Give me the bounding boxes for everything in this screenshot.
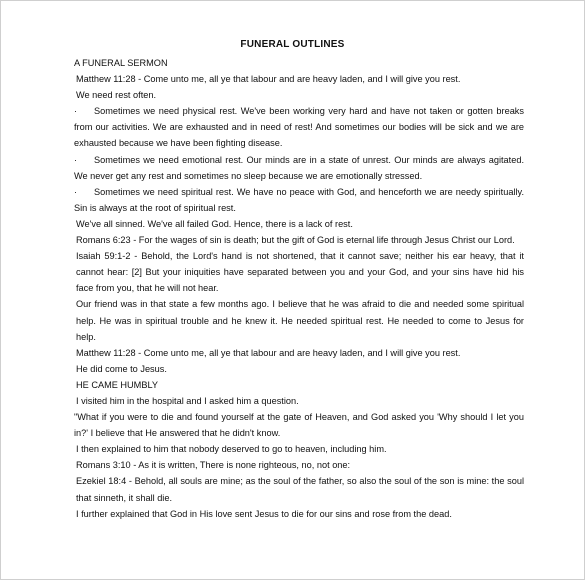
body-paragraph: I visited him in the hospital and I asked him a question. (76, 395, 299, 406)
bullet-text: Sometimes we need emotional rest. Our minds are in a state of unrest. Our minds are always agitated. We never get any rest and sometimes no sleep because we are emotionally stressed. (74, 154, 524, 181)
bullet-paragraph (74, 152, 524, 184)
bullet-text: Sometimes we need spiritual rest. We have no peace with God, and henceforth we are needy spiritually. Sin is always at the root of spiritual rest. (74, 186, 524, 213)
scripture-paragraph: Romans 6:23 - For the wages of sin is death; but the gift of God is eternal life through Jesus Christ our Lord. (76, 235, 515, 246)
document-title: FUNERAL OUTLINES (240, 39, 345, 50)
scripture-paragraph: Isaiah 59:1-2 - Behold, the Lord's hand is not shortened, that it cannot save; neither his ear heavy, that it cannot hear: [2] But your iniquities have separated between you and your God, and your sins have hid his face from you, that he will not hear. (76, 251, 524, 294)
body-paragraph: I further explained that God in His love sent Jesus to die for our sins and rose from the dead. (76, 508, 452, 519)
scripture-paragraph: Matthew 11:28 - Come unto me, all ye that labour and are heavy laden, and I will give you rest. (76, 347, 461, 358)
bullet-marker: · (74, 154, 78, 165)
section-heading: A FUNERAL SERMON (74, 58, 168, 68)
bullet-paragraph (74, 184, 524, 216)
bullet-text: Sometimes we need physical rest. We've been working very hard and have not taken or gotten breaks from our activities. We are exhausted and in need of rest! And sometimes our bodies will be sick and we are exhausted because we have been fighting disease. (74, 106, 524, 149)
section-heading: HE CAME HUMBLY (76, 379, 159, 390)
body-paragraph: I then explained to him that nobody deserved to go to heaven, including him. (76, 444, 387, 455)
document-body (74, 55, 524, 522)
body-paragraph: He did come to Jesus. (76, 363, 167, 374)
body-paragraph: Our friend was in that state a few months ago. I believe that he was afraid to die and needed some spiritual help. He was in spiritual trouble and he knew it. He needed spiritual rest. He needed to come to Jesus for help. (76, 299, 524, 342)
bullet-marker: · (74, 106, 78, 117)
scripture-paragraph: Matthew 11:28 - Come unto me, all ye that labour and are heavy laden, and I will give you rest. (76, 74, 461, 85)
body-paragraph: We've all sinned. We've all failed God. Hence, there is a lack of rest. (76, 218, 353, 229)
body-paragraph: We need rest often. (76, 90, 157, 101)
bullet-marker: · (74, 186, 78, 197)
scripture-paragraph: Romans 3:10 - As it is written, There is none righteous, no, not one: (76, 460, 351, 471)
scripture-paragraph: Ezekiel 18:4 - Behold, all souls are mine; as the soul of the father, so also the soul of the son is mine: the soul that sinneth, it shall die. (76, 476, 524, 503)
body-paragraph: "What if you were to die and found yourself at the gate of Heaven, and God asked you 'Why should I let you in?' I believe that He answered that he didn't know. (74, 412, 524, 439)
bullet-paragraph (74, 103, 524, 151)
